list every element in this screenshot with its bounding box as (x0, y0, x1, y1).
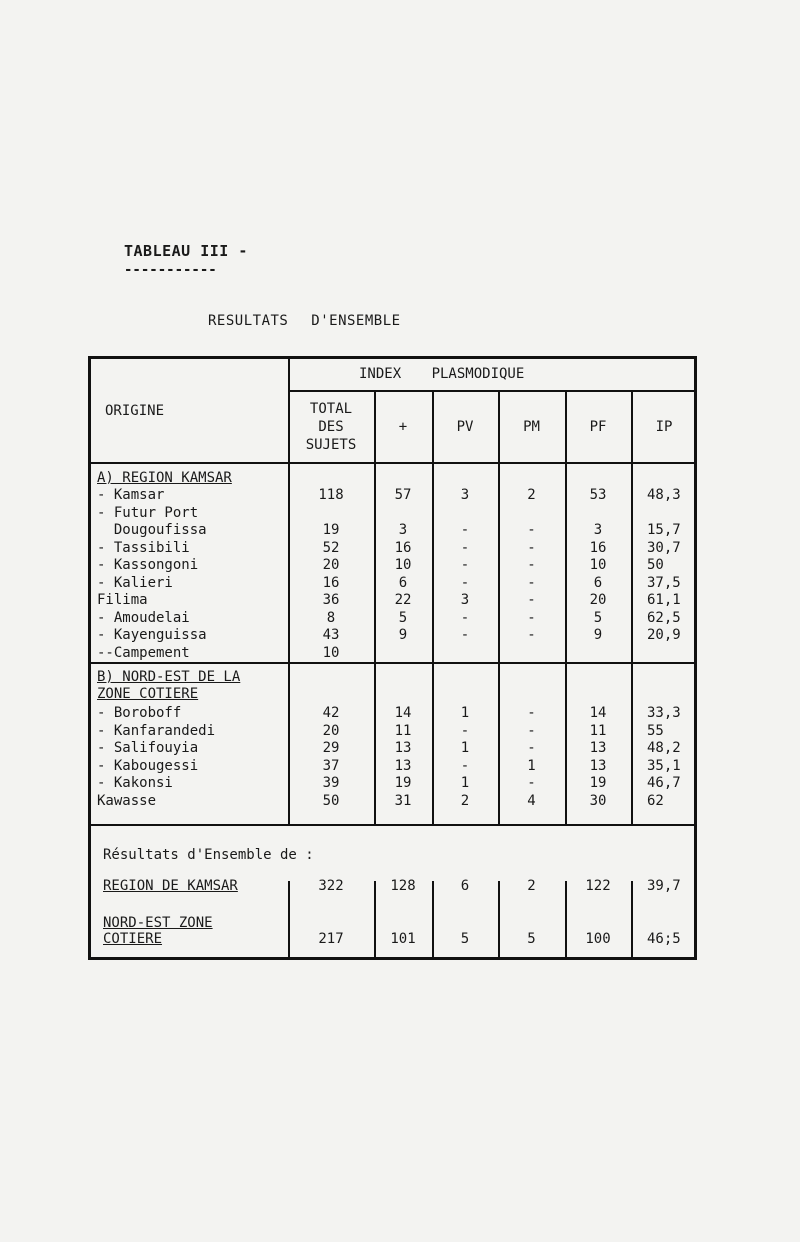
pv-cell: - (460, 722, 470, 739)
pm-header: PM (523, 419, 540, 435)
ip-cell: 48,3 (647, 487, 681, 503)
origine-cell: - Kamsar (97, 487, 165, 503)
total-cell: 10 (322, 644, 340, 661)
ip-cell: 20,9 (647, 627, 681, 643)
summary-kamsar-plus: 128 (390, 878, 416, 894)
origine-cell: Dougoufissa (97, 522, 207, 538)
total-cell: 37 (322, 757, 340, 774)
section-a-total-col (298, 487, 364, 662)
plus-cell: 22 (394, 592, 412, 608)
origine-cell: - Kalieri (97, 574, 173, 591)
pv-cell: 2 (460, 792, 470, 809)
pf-cell: 13 (589, 757, 607, 774)
plus-cell: 13 (394, 757, 412, 774)
pv-cell: 3 (460, 487, 470, 503)
total-cell (298, 505, 364, 523)
pf-cell: 5 (593, 609, 603, 626)
origine-cell: - Kayenguissa (97, 627, 207, 643)
section-a-pv-col (432, 487, 498, 662)
summary-nordest-total: 217 (318, 931, 344, 947)
summary-nordest-pf: 100 (585, 931, 611, 947)
ip-cell: 35,1 (647, 757, 681, 774)
section-b-pm-col (498, 705, 565, 810)
table-subtitle: RESULTATS D'ENSEMBLE (208, 313, 401, 329)
ip-cell (647, 645, 695, 663)
origin-header: ORIGINE (105, 403, 165, 419)
ip-cell: 46,7 (647, 775, 681, 791)
origine-cell: - Kanfarandedi (97, 722, 216, 739)
total-cell: 16 (322, 574, 340, 591)
pf-cell: 3 (593, 522, 603, 538)
plus-cell: 31 (394, 792, 412, 809)
pm-cell: - (527, 522, 536, 538)
section-a-pf-col (565, 487, 631, 662)
plus-cell: 9 (398, 627, 408, 643)
pv-cell: - (460, 539, 470, 556)
section-a-pm-col (498, 487, 565, 662)
plus-cell: 10 (394, 557, 412, 573)
pv-cell: 1 (460, 705, 470, 721)
pm-cell: 4 (527, 792, 536, 809)
summary-nordest-plus: 101 (390, 931, 416, 947)
summary-kamsar-pv: 6 (460, 878, 470, 894)
pf-cell: 13 (589, 740, 607, 756)
pm-cell: - (527, 740, 536, 756)
section-a-origine-col (97, 487, 287, 662)
summary-nordest-pm: 5 (527, 931, 536, 947)
plus-cell: 11 (394, 722, 412, 739)
origine-cell: - Tassibili (97, 539, 190, 556)
section-b-plus-col (374, 705, 432, 810)
pf-cell (565, 505, 631, 523)
plus-cell (374, 645, 432, 663)
origine-cell: - Futur Port (97, 504, 199, 521)
total-header-line: SUJETS (305, 437, 357, 453)
origine-cell: - Salifouyia (97, 740, 199, 756)
pm-cell (498, 645, 565, 663)
pv-cell: - (460, 557, 470, 573)
total-cell: 43 (322, 627, 340, 643)
pm-cell: - (527, 592, 536, 608)
ip-header: IP (655, 419, 673, 435)
plus-cell: 6 (398, 574, 408, 591)
section-b-origine-col (97, 705, 287, 810)
section-b-total-col (298, 705, 364, 810)
section-b-ip-col (647, 705, 695, 810)
pm-cell: 1 (527, 757, 536, 774)
pf-cell (565, 645, 631, 663)
plus-cell: 13 (394, 740, 412, 756)
grid-line (91, 462, 697, 464)
ip-cell: 62,5 (647, 609, 681, 626)
grid-line (91, 824, 697, 826)
section-b-label-line1: B) NORD-EST DE LA (97, 669, 241, 685)
origine-cell: Filima (97, 592, 148, 608)
pv-cell: - (460, 627, 470, 643)
total-cell: 20 (322, 557, 340, 573)
ip-cell: 50 (647, 557, 664, 573)
section-a-label: A) REGION KAMSAR (97, 470, 232, 486)
summary-nordest-label2: COTIERE (103, 931, 163, 947)
section-b-label-line2: ZONE COTIERE (97, 686, 199, 702)
plus-cell: 57 (394, 487, 412, 503)
pv-cell (432, 505, 498, 523)
pv-cell: 3 (460, 592, 470, 608)
grid-line (288, 390, 697, 392)
origine-cell: --Campement (97, 644, 190, 661)
pv-cell: - (460, 609, 470, 626)
total-cell: 19 (322, 522, 340, 538)
plus-cell: 16 (394, 539, 412, 556)
total-cell: 36 (322, 592, 340, 608)
summary-kamsar-label: REGION DE KAMSAR (103, 878, 238, 894)
grid-line (91, 662, 697, 664)
origine-cell: - Kabougessi (97, 757, 199, 774)
summary-kamsar-pm: 2 (527, 878, 536, 894)
pm-cell: - (527, 705, 536, 721)
summary-heading: Résultats d'Ensemble de : (103, 847, 314, 863)
pv-cell: - (460, 522, 470, 538)
pf-cell: 19 (589, 775, 607, 791)
grid-line (631, 392, 633, 824)
group-header: INDEX PLASMODIQUE (359, 366, 525, 382)
summary-kamsar-ip: 39,7 (647, 878, 681, 894)
ip-cell (647, 505, 695, 523)
summary-nordest-label1: NORD-EST ZONE (103, 915, 213, 931)
total-cell: 20 (322, 722, 340, 739)
ip-cell: 62 (647, 792, 664, 809)
pf-cell: 10 (589, 557, 607, 573)
ip-cell: 48,2 (647, 740, 681, 756)
pf-cell: 9 (593, 627, 603, 643)
section-b-pf-col (565, 705, 631, 810)
pm-cell: 2 (527, 487, 536, 503)
origine-cell: - Kakonsi (97, 775, 173, 791)
grid-line (288, 881, 290, 957)
plus-cell: 19 (394, 775, 412, 791)
ip-cell: 37,5 (647, 574, 681, 591)
pv-cell: - (460, 574, 470, 591)
total-cell: 42 (322, 705, 340, 721)
total-header (288, 401, 374, 455)
total-cell: 52 (322, 539, 340, 556)
pf-cell: 20 (589, 592, 607, 608)
pm-cell: - (527, 574, 536, 591)
pf-cell: 14 (589, 705, 607, 721)
total-cell: 29 (322, 740, 340, 756)
pm-cell: - (527, 722, 536, 739)
pm-cell: - (527, 557, 536, 573)
total-header-line: TOTAL (309, 401, 353, 417)
ip-cell: 61,1 (647, 592, 681, 608)
plus-cell: 5 (398, 609, 408, 626)
ip-cell: 15,7 (647, 522, 681, 538)
origine-cell: Kawasse (97, 792, 157, 809)
ip-cell: 55 (647, 722, 664, 739)
pv-cell: 1 (460, 740, 470, 756)
summary-kamsar-total: 322 (318, 878, 344, 894)
pm-cell: - (527, 775, 536, 791)
results-table (88, 356, 697, 960)
title-underline: ----------- (124, 262, 217, 278)
total-cell: 39 (322, 775, 340, 791)
origine-cell: - Amoudelai (97, 609, 190, 626)
pm-cell (498, 505, 565, 523)
pv-cell: 1 (460, 775, 470, 791)
pf-cell: 6 (593, 574, 603, 591)
total-cell: 118 (318, 487, 344, 503)
summary-nordest-pv: 5 (460, 931, 470, 947)
section-b-pv-col (432, 705, 498, 810)
plus-cell: 3 (398, 522, 408, 538)
section-a-plus-col (374, 487, 432, 662)
plus-cell: 14 (394, 705, 412, 721)
plus-header: + (398, 419, 408, 435)
grid-line (631, 881, 633, 957)
pm-cell: - (527, 609, 536, 626)
plus-cell (374, 505, 432, 523)
origine-cell: - Boroboff (97, 705, 182, 721)
origine-cell: - Kassongoni (97, 557, 199, 573)
pv-cell: - (460, 757, 470, 774)
section-a-ip-col (647, 487, 695, 662)
pm-cell: - (527, 539, 536, 556)
pv-cell (432, 645, 498, 663)
total-cell: 8 (326, 609, 336, 626)
summary-kamsar-pf: 122 (585, 878, 611, 894)
ip-cell: 30,7 (647, 539, 681, 556)
pf-cell: 16 (589, 539, 607, 556)
total-cell: 50 (322, 792, 340, 809)
pf-cell: 30 (589, 792, 607, 809)
summary-nordest-ip: 46;5 (647, 931, 681, 947)
pf-header: PF (589, 419, 607, 435)
total-header-line: DES (318, 419, 344, 435)
pm-cell: - (527, 627, 536, 643)
pf-cell: 53 (589, 487, 607, 503)
pf-cell: 11 (589, 722, 607, 739)
pv-header: PV (456, 419, 474, 435)
ip-cell: 33,3 (647, 705, 681, 721)
page-title: TABLEAU III - (124, 242, 248, 260)
